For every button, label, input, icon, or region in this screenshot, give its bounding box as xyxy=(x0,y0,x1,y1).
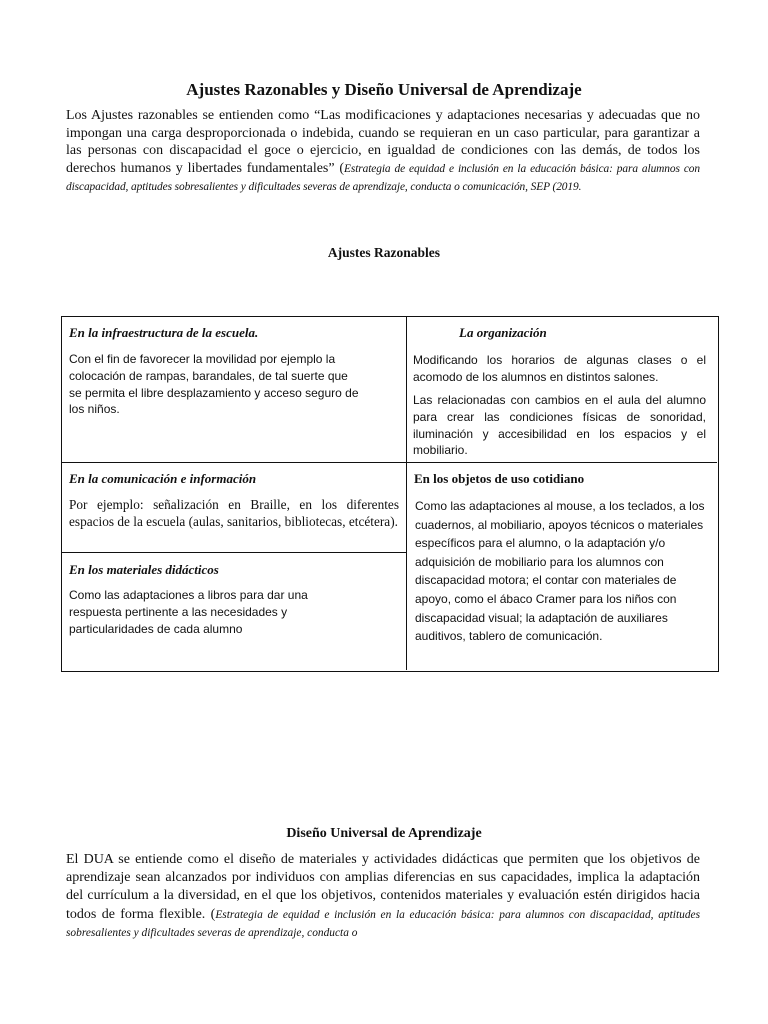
ajustes-table xyxy=(61,316,719,672)
cell-comunicacion-text: Por ejemplo: señalización en Braille, en los diferentes espacios de la escuela (aulas, sanitarios, bibliotecas, etcétera). xyxy=(69,497,399,529)
cell-objetos-heading: En los objetos de uso cotidiano xyxy=(414,471,585,486)
intro-text: Los Ajustes razonables se entienden como “Las modificaciones y adaptaciones necesarias y adecuadas que no impongan una carga desproporcionada o indebida, cuando se requieran en un caso particular, para garantizar a las personas con discapacidad el goce o ejercicio, en igualdad de condiciones con las demás, de todos los derechos humanos y libertades fundamentales” ( xyxy=(66,108,700,176)
intro-citation: Estrategia de equidad e inclusión en la educación básica: para alumnos con discapacidad, aptitudes sobresalientes y dificultades severas de aprendizaje, conducta o comunicación, SEP (2019. xyxy=(66,162,700,194)
page-title: Ajustes Razonables y Diseño Universal de Aprendizaje xyxy=(186,80,582,99)
cell-infraestructura xyxy=(62,317,407,463)
cell-objetos-text: Como las adaptaciones al mouse, a los teclados, a los cuadernos, al mobiliario, apoyos técnicos o materiales específicos para el alumno, o la adaptación y/o adquisición de mobiliario para los alumnos con discapacidad motora; el contar con materiales de apoyo, como el ábaco Cramer para los niños con discapacidad visual; la adaptación de auxiliares auditivos, tablero de comunicación. xyxy=(415,499,705,644)
cell-organizacion-text-1: Modificando los horarios de algunas clases o el acomodo de los alumnos en distintos salones. xyxy=(413,353,706,384)
cell-objetos xyxy=(407,463,717,670)
dua-text: El DUA se entiende como el diseño de materiales y actividades didácticas que permiten que los objetivos de aprendizaje sean alcanzados por individuos con amplias diferencias en sus capacidades, implica la adaptación del currículum a la diversidad, en el que los objetivos, contenidos materiales y evaluación estén dirigidos hacia todos de forma flexible. ( xyxy=(66,852,700,922)
intro-paragraph xyxy=(66,107,700,197)
cell-materiales xyxy=(62,553,407,670)
cell-organizacion xyxy=(407,317,717,463)
ajustes-section-title: Ajustes Razonables xyxy=(327,245,441,260)
cell-infraestructura-heading: En la infraestructura de la escuela. xyxy=(69,325,259,340)
dua-citation: Estrategia de equidad e inclusión en la educación básica: para alumnos con discapacidad, aptitudes sobresalientes y dificultades severas de aprendizaje, conducta o xyxy=(66,908,700,939)
cell-organizacion-text-2: Las relacionadas con cambios en el aula del alumno para crear las condiciones físicas de sonoridad, iluminación y accesibilidad en los espacios y el mobiliario. xyxy=(413,393,706,458)
cell-materiales-heading: En los materiales didácticos xyxy=(69,562,219,577)
cell-comunicacion xyxy=(62,463,407,553)
dua-paragraph xyxy=(66,851,700,942)
cell-organizacion-heading: La organización xyxy=(459,325,547,340)
dua-section-title: Diseño Universal de Aprendizaje xyxy=(286,826,482,841)
cell-infraestructura-text: Con el fin de favorecer la movilidad por ejemplo la colocación de rampas, barandales, de tal suerte que se permita el libre desplazamiento y acceso seguro de los niños. xyxy=(69,352,359,417)
cell-comunicacion-heading: En la comunicación e información xyxy=(69,471,257,486)
cell-materiales-text: Como las adaptaciones a libros para dar una respuesta pertinente a las necesidades y particularidades de cada alumno xyxy=(69,588,308,636)
